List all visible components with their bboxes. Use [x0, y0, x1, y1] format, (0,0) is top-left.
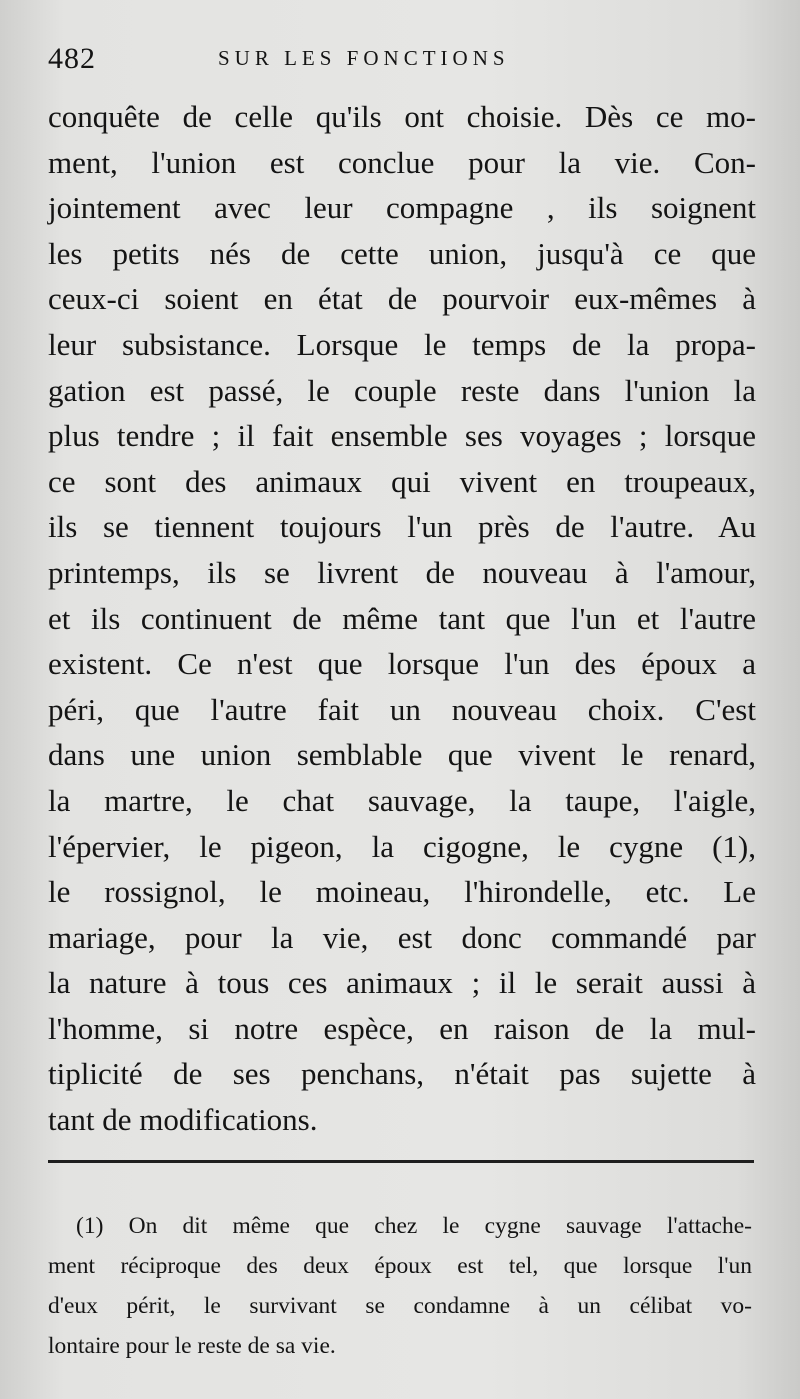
text-line: l'épervier, le pigeon, la cigogne, le cygne (1), [48, 828, 756, 864]
text-line: mariage, pour la vie, est donc commandé par [48, 919, 756, 955]
text-line: gation est passé, le couple reste dans l'union la [48, 372, 756, 408]
text-line: conquête de celle qu'ils ont choisie. Dès ce mo- [48, 99, 756, 134]
text-line: péri, que l'autre fait un nouveau choix. C'est [48, 691, 756, 727]
text-line: ceux-ci soient en état de pourvoir eux-mêmes à [48, 281, 756, 317]
text-line: l'homme, si notre espèce, en raison de la mul- [48, 1010, 756, 1046]
text-line: jointement avec leur compagne , ils soignent [48, 190, 756, 226]
footnote-separator-rule [48, 1160, 754, 1163]
footnote-line: d'eux périt, le survivant se condamne à un célibat vo- [48, 1293, 752, 1319]
text-line: la martre, le chat sauvage, la taupe, l'aigle, [48, 782, 756, 818]
text-line: plus tendre ; il fait ensemble ses voyages ; lorsque [48, 418, 756, 454]
text-line: existent. Ce n'est que lorsque l'un des époux a [48, 646, 756, 682]
body-text [48, 94, 756, 1143]
footnote-line: ment réciproque des deux époux est tel, que lorsque l'un [48, 1253, 752, 1279]
footnote-line: (1) On dit même que chez le cygne sauvage l'attache- [76, 1213, 752, 1239]
text-line: tiplicité de ses penchans, n'était pas sujette à [48, 1056, 756, 1092]
running-head: SUR LES FONCTIONS [218, 46, 510, 70]
text-line: dans une union semblable que vivent le renard, [48, 737, 756, 773]
page-header [48, 42, 758, 78]
text-line: ils se tiennent toujours l'un près de l'autre. Au [48, 509, 756, 545]
text-line: la nature à tous ces animaux ; il le serait aussi à [48, 965, 756, 1001]
text-line: ment, l'union est conclue pour la vie. Con- [48, 144, 756, 180]
footnote [48, 1206, 752, 1366]
text-line: les petits nés de cette union, jusqu'à ce que [48, 235, 756, 271]
page-number: 482 [48, 42, 96, 75]
text-line: leur subsistance. Lorsque le temps de la propa- [48, 326, 756, 362]
text-line: tant de modifications. [48, 1102, 318, 1138]
footnote-line: lontaire pour le reste de sa vie. [48, 1333, 336, 1359]
text-line: et ils continuent de même tant que l'un et l'autre [48, 600, 756, 636]
text-line: printemps, ils se livrent de nouveau à l'amour, [48, 554, 756, 590]
text-line: ce sont des animaux qui vivent en troupeaux, [48, 463, 756, 499]
text-line: le rossignol, le moineau, l'hirondelle, etc. Le [48, 874, 756, 910]
